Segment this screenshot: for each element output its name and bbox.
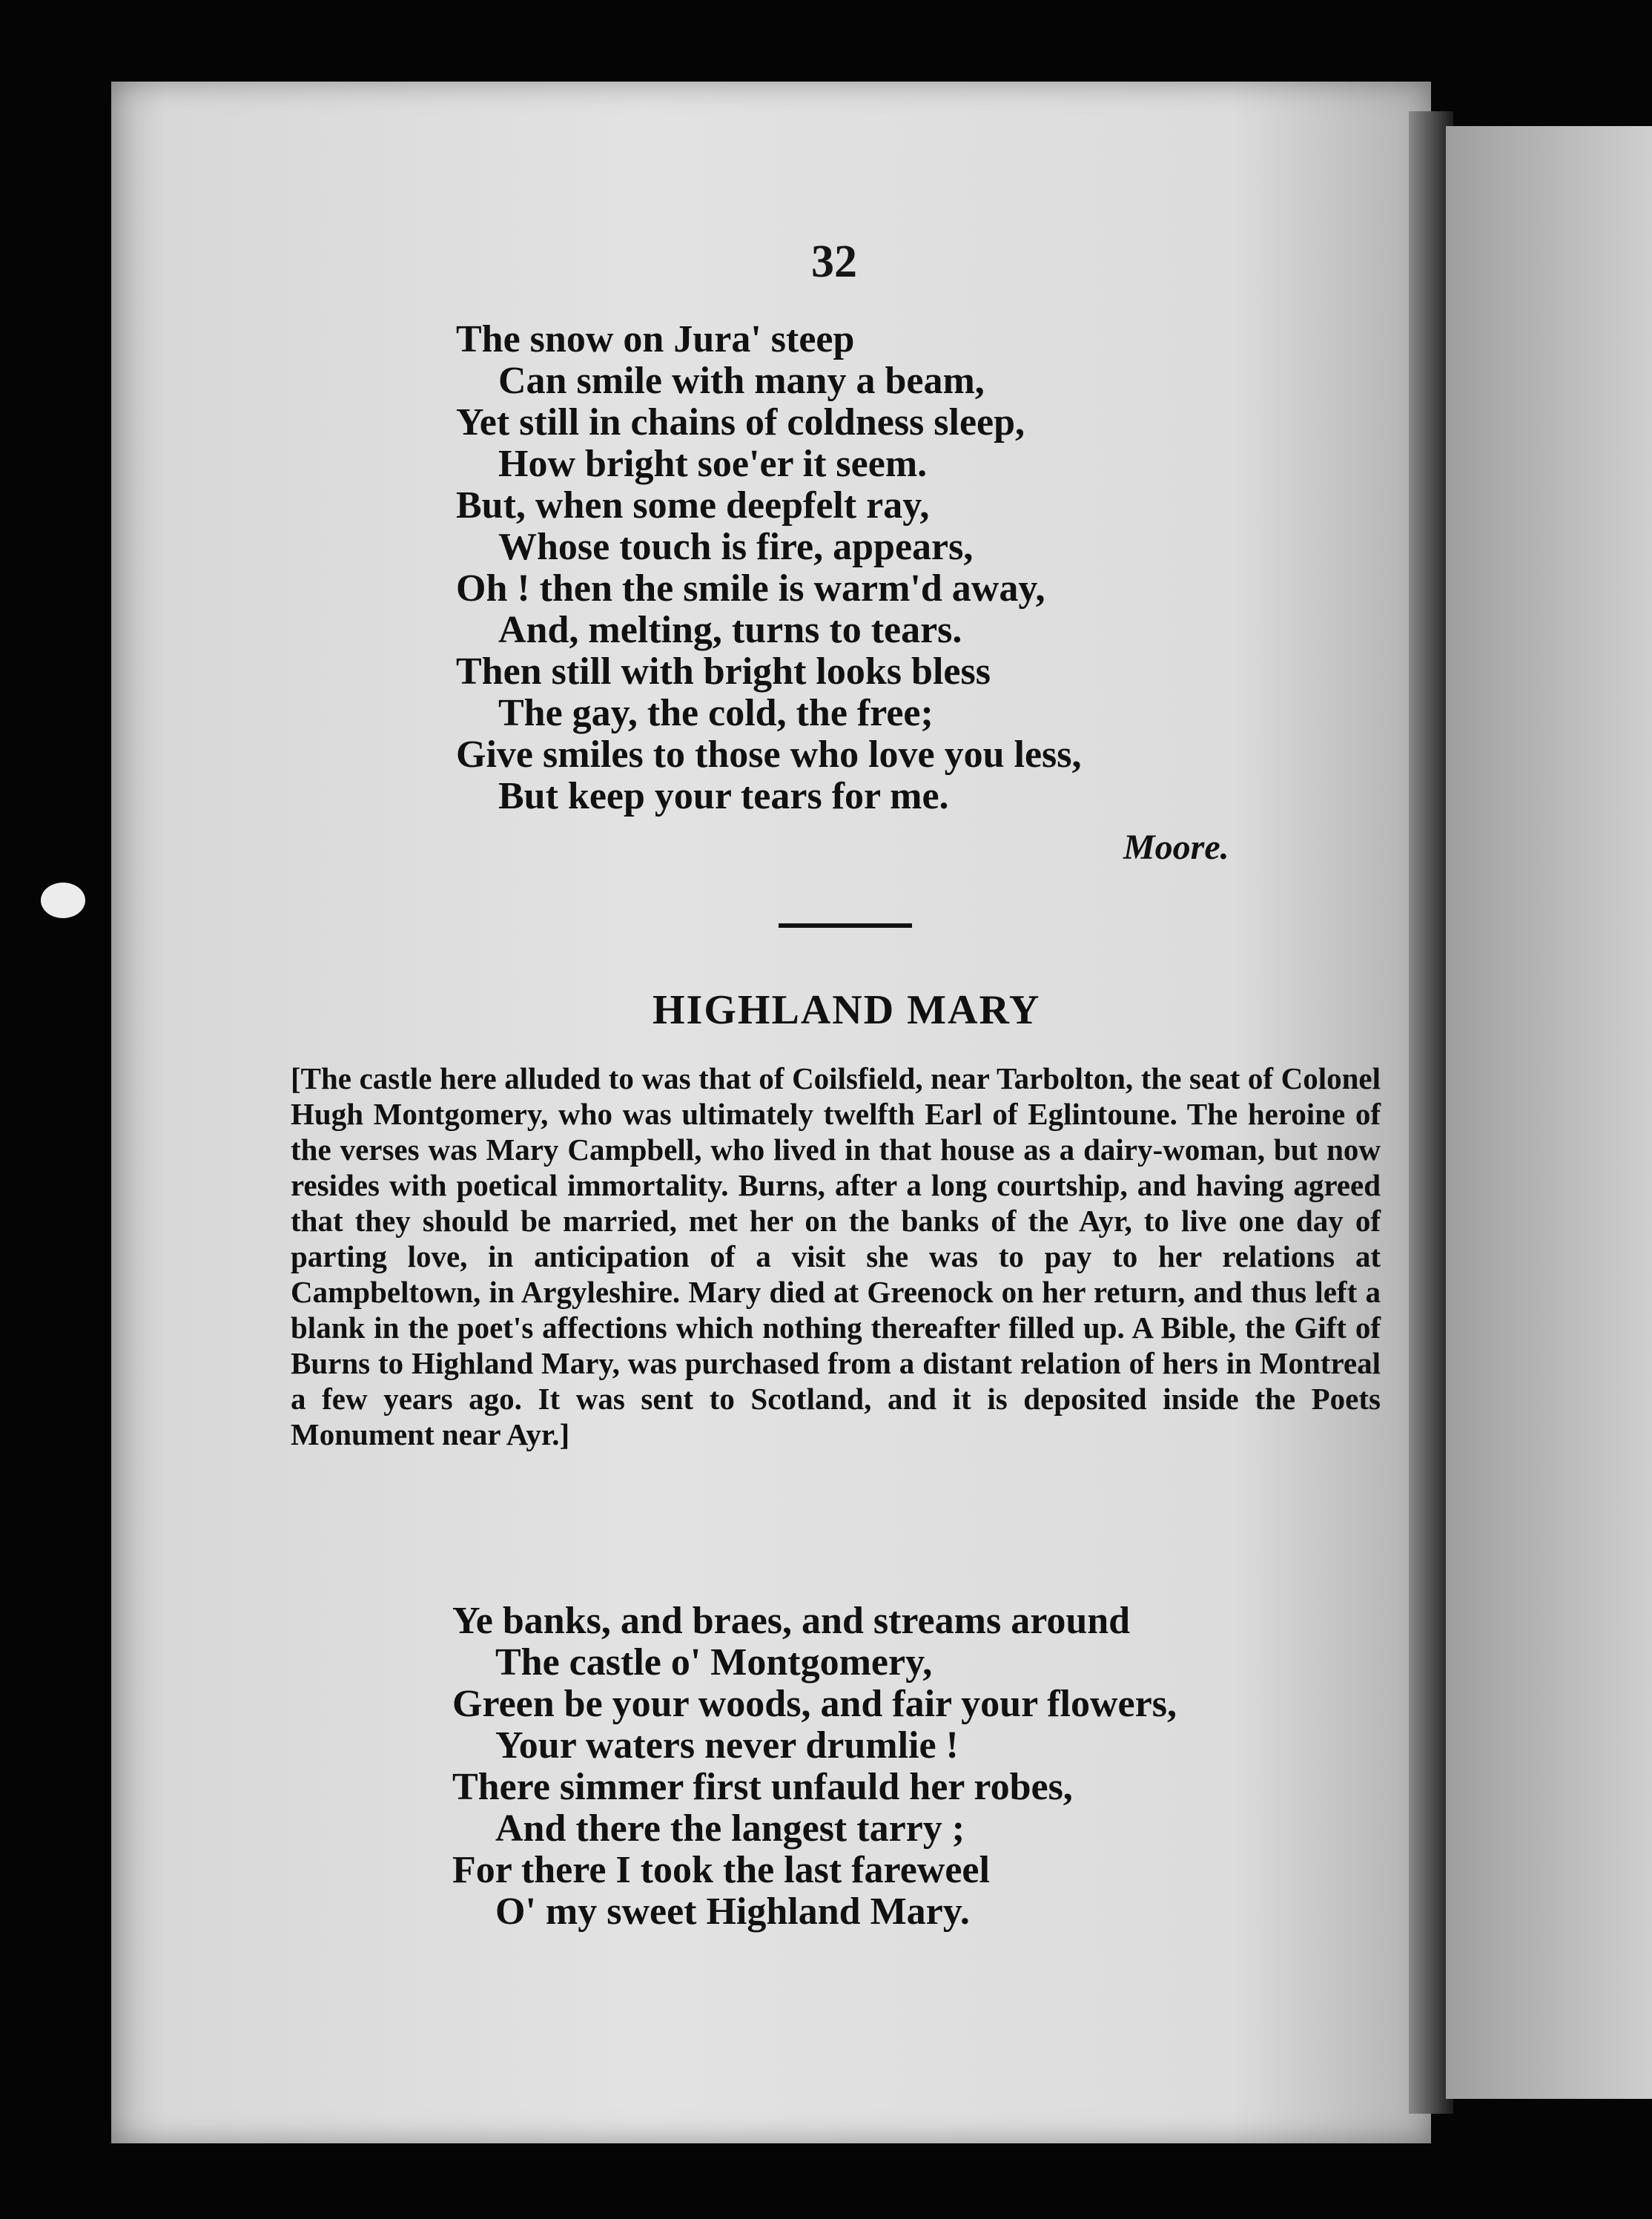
poem-line: But keep your tears for me.	[498, 775, 949, 817]
poem-line: And there the langest tarry ;	[495, 1807, 965, 1850]
section-title: HIGHLAND MARY	[652, 987, 1041, 1033]
poem-line: Then still with bright looks bless	[456, 650, 991, 693]
poem-line: For there I took the last fareweel	[452, 1849, 990, 1891]
poem-line: Ye banks, and braes, and streams around	[452, 1600, 1131, 1642]
poem-line: There simmer first unfauld her robes,	[452, 1766, 1073, 1808]
poem-line: And, melting, turns to tears.	[498, 609, 962, 651]
facing-page-edge	[1446, 126, 1652, 2099]
poem-line: Your waters never drumlie !	[495, 1724, 959, 1767]
poem-line: Oh ! then the smile is warm'd away,	[456, 567, 1045, 610]
poem-line: O' my sweet Highland Mary.	[495, 1890, 970, 1933]
poem-line: Green be your woods, and fair your flowers,	[452, 1683, 1177, 1725]
headnote-paragraph: [The castle here alluded to was that of Coilsfield, near Tarbolton, the seat of Colonel Hugh Montgomery, who was ultimately twelfth Earl of Eglintoune. The heroine of the verses was Mary Campbell, who lived in that house as a dairy-woman, but now resides with poetical immortality. Burns, after a long courtship, and having agreed that they should be married, met her on the banks of the Ayr, to live one day of parting love, in anticipation of a visit she was to pay to her relations at Campbeltown, in Argyleshire. Mary died at Greenock on her return, and thus left a blank in the poet's affections which nothing thereafter filled up. A Bible, the Gift of Burns to Highland Mary, was purchased from a distant relation of hers in Montreal a few years ago. It was sent to Scotland, and it is deposited inside the Poets Monument near Ayr.]	[291, 1061, 1381, 1451]
poem-line: Can smile with many a beam,	[498, 360, 985, 402]
poem-line: The castle o' Montgomery,	[495, 1641, 933, 1684]
poem-line: The gay, the cold, the free;	[498, 692, 934, 734]
poem-attribution: Moore.	[1123, 828, 1229, 867]
poem-line: Yet still in chains of coldness sleep,	[456, 401, 1025, 444]
poem-line: Whose touch is fire, appears,	[498, 526, 974, 568]
poem-line: Give smiles to those who love you less,	[456, 733, 1082, 776]
margin-smudge	[41, 883, 85, 918]
section-divider	[779, 923, 912, 928]
poem-line: How bright soe'er it seem.	[498, 443, 928, 485]
poem-line: But, when some deepfelt ray,	[456, 484, 930, 527]
poem-line: The snow on Jura' steep	[456, 318, 855, 360]
page-number: 32	[811, 237, 857, 287]
